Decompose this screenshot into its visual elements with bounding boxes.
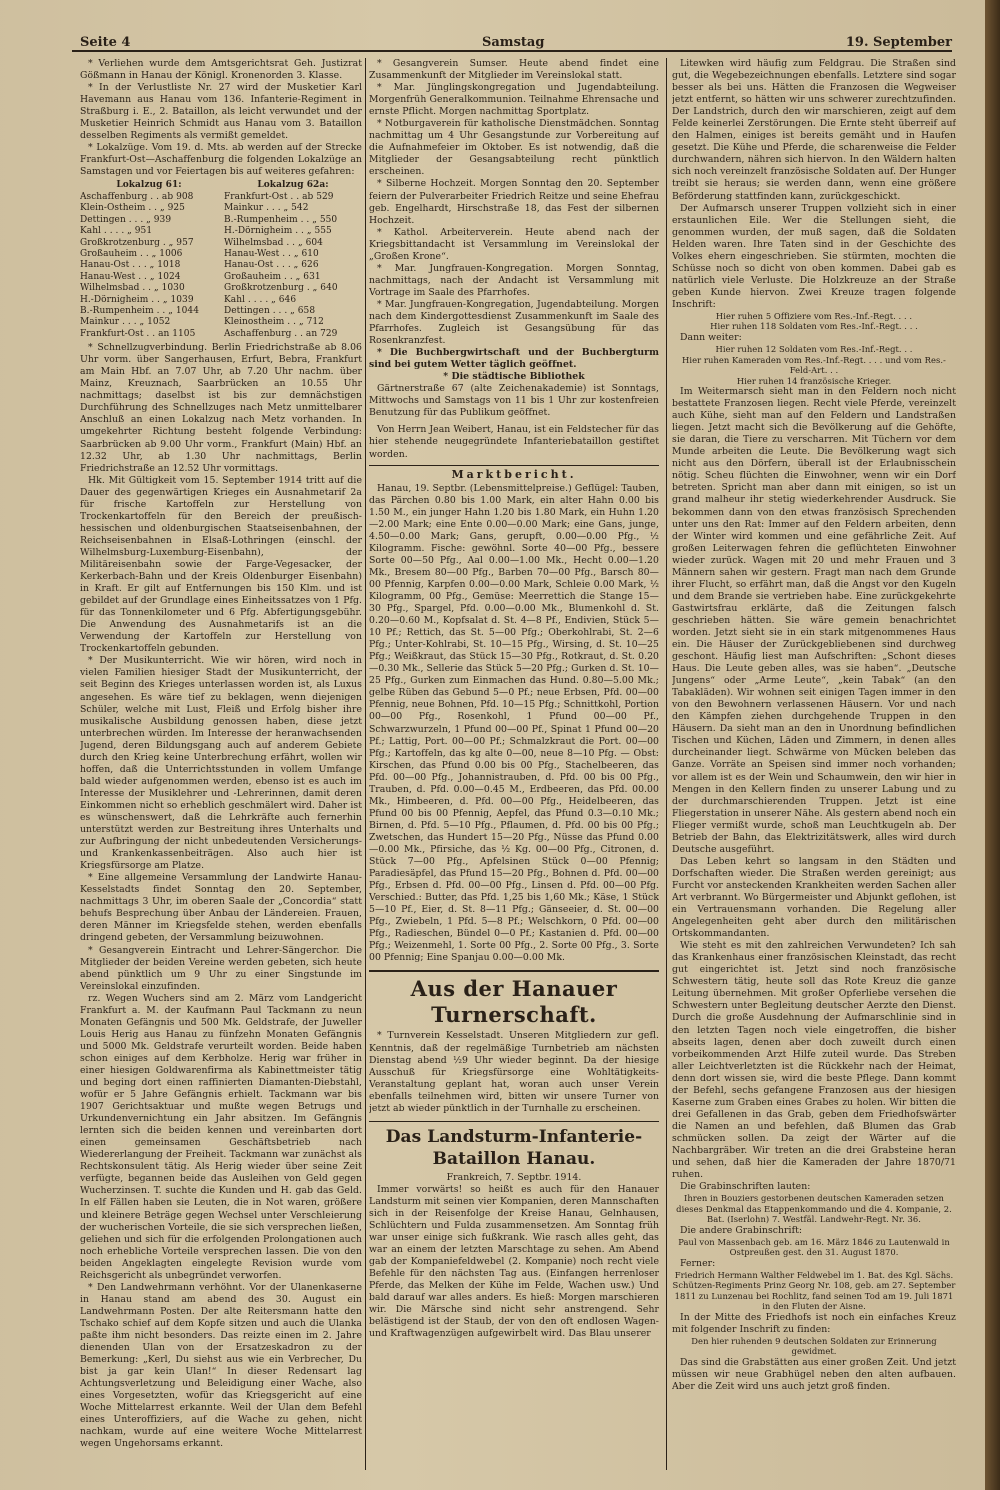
timetable-row: Hanau-Ost . . . „ 1018 (80, 260, 181, 271)
timetable-row: Frankfurt-Ost . . ab 529 (224, 191, 334, 202)
timetable-head: Lokalzug 61: (116, 180, 182, 191)
issue-date: 19. September (845, 35, 952, 50)
news-item: * Mar. Jungfrauen-Kongregation, Jugendabteilung. Morgen nach dem Kindergottesdienst Zusammenkunft im Saale des Pfarrhofes. Zugleich ist Gesangsübung für das Rosenkranzfest. (369, 298, 659, 347)
article-body: Wie steht es mit den zahlreichen Verwundeten? Ich sah das Krankenhaus einer französischen Kleinstadt, das recht gut eingerichtet ist. Jetzt sind noch französische Schwestern tätig, heute soll das Rote Kreuz die ganze Leitung übernehmen. Mit großer Opferliebe versehen die Schwestern unter Begleitung deutscher Aerzte den Dienst. Durch die große Ausdehnung der Aufmarschlinie sind in den letzten Tagen noch viele eingetroffen, die bisher abseits lagen, denen aber doch zuweilt durch einen vorbeikommenden Arzt Hilfe zuteil wurde. Das Streben aller Leichtverletzten ist die Rückkehr nach der Heimat, denn dort wissen sie, wird die beste Pflege. Dann kommt der Befehl, sechs gefangene Franzosen aus der hiesigen Kaserne zum Graben eines Grabes zu holen. Wir bitten die drei Gefallenen in das Grab, geben dem Friedhofswärter die Namen an und befehlen, daß Blumen das Grab schmücken sollen. Da zeigt der Wärter auf die Nachbargräber. Wir treten an die drei Grabsteine heran und sehen, daß hier die Kameraden der Jahre 1870/71 ruhen. (672, 940, 956, 1181)
timetable-row: B.-Rumpenheim . . „ 1044 (80, 305, 199, 316)
timetable-row: B.-Rumpenheim . . „ 550 (224, 214, 338, 225)
article-body: Immer vorwärts! so heißt es auch für den Hanauer Landsturm mit seinen vier Kompanien, deren Mannschaften sich in der Reisenfolge der Kreise Hanau, Gelnhausen, Schlüchtern und Fulda zusammensetzen. Am Sonntag früh war unser einige sich fußkrank. Wie rasch alles geht, das war an einem der letzten Marschtage zu sehen. Am Abend gab der Kompaniefeldwebel (2. Kompanie) noch recht viele Befehle für den nächsten Tag aus. (Einfangen herrenloser Pferde, das Melken der Kühe im Felde, Wachen usw.) Und bald darauf war alles anders. Es hieß: Morgen marschieren wir. Die Märsche sind nicht sehr anstrengend. Sehr belästigend ist der Staub, der von den oft endlosen Wagen- und Kraftwagenzügen aufgewirbelt wird. Das Blau unserer (369, 1183, 659, 1340)
grave-inscription: Ihren in Bouziers gestorbenen deutschen Kameraden setzen dieses Denkmal das Etappenkommando und die 4. Kompanie, 2. Bat. (Iserlohn) 7. Westfäl. Landwehr-Regt. Nr. 36. (676, 1193, 952, 1225)
news-item: Gärtnerstraße 67 (alte Zeichenakademie) ist Sonntags, Mittwochs und Samstags von 11 bis 1 Uhr zur kostenfreien Benutzung für das Publikum geöffnet. (369, 383, 659, 419)
article-body: Die andere Grabinschrift: (680, 1224, 803, 1236)
turner-section-title: Aus der Hanauer Turnerschaft. (369, 970, 659, 1028)
grave-inscription: Paul von Massenbach geb. am 16. März 1846 zu Lautenwald in Ostpreußen gest. den 31. August 1870. (678, 1236, 950, 1258)
news-item: * Den Landwehrmann verhöhnt. Vor der Ulanenkaserne in Hanau stand am abend des 30. August ein Landwehrmann Posten. Der alte Reitersmann hatte den Tschako schief auf dem Kopfe sitzen und auch die Ulanka paßte ihm nicht besonders. Das reizte einen im 2. Jahre dienenden Ulan von der Ersatzeskadron zu der Bemerkung: „Kerl, Du siehst aus wie ein Verbrecher, Du bist ja gar kein Ulan!“ In dieser Redensart lag Achtungsverletzung und Beleidigung einer Wache, also eines Vorgesetzten, wofür das Kriegsgericht auf eine Woche Mittelarrest erkannte. Weil der Ulan dem Befehl eines Unteroffiziers, auf die Wache zu gehen, nicht nachkam, wurde auf eine weitere Woche Mittelarrest wegen Ungehorsams erkannt. (80, 1281, 362, 1450)
news-item: * Schnellzugverbindung. Berlin Friedrichstraße ab 8.06 Uhr vorm. über Sangerhausen, Erfurt, Bebra, Frankfurt am Main Hbf. an 7.07 Uhr, ab 7.20 Uhr nachm. über Mainz, Kreuznach, Saarbrücken an 10.55 Uhr nachmittags; daselbst ist bis zur demnächstigen Durchführung des Schnellzuges nach Metz unmittelbarer Anschluß an einen Lokalzug nach Metz vorhanden. In umgekehrter Richtung besteht folgende Verbindung: Saarbrücken ab 9.00 Uhr vorm., Frankfurt (Main) Hbf. an 12.32 Uhr, ab 1.30 Uhr nachmittags, Berlin Friedrichstraße an 12.52 Uhr vormittags. (80, 342, 362, 474)
timetable-left (80, 192, 218, 340)
timetable-row: Aschaffenburg . . an 729 (224, 328, 338, 339)
article-body: Im Weitermarsch sieht man in den Feldern noch nicht bestattete Franzosen liegen. Recht viele Pferde, vereinzelt auch Kühe, sieht man auf den Feldern und Landstraßen liegen. Jetzt macht sich die Bevölkerung auf die Gehöfte, sie daran, die Tiere zu verscharren. Mit Tüchern vor dem Munde arbeiten die Leute. Die Bevölkerung wagt sich nicht aus den Dörfern, überall ist der Erlaubnisschein nötig. Scheu flüchten die Einwohner, wenn wir ein Dorf betreten. Spricht man aber dann mit einigen, so ist un grand malheur ihr stetig wiederkehrender Ausdruck. Sie bekommen dann von den etwas französisch Sprechenden unter uns den Rat: Immer auf den Feldern arbeiten, denn der Winter wird kommen und eine gefährliche Zeit. Auf großen Leiterwagen fehren die geflüchteten Einwohner wieder zurück. Wagen mit 20 und mehr Frauen und 3 Männern sahen wir gestern. Fragt man nach dem Grunde ihrer Flucht, so erfährt man, daß die Angst vor den Kugeln und dem Brande sie vertrieben habe. Eine zurückgekehrte Gastwirtsfrau erklärte, daß die Zeitungen falsch geschrieben hätten. Sie wäre gemein benachrichtet worden. Jetzt sieht sie in ein stark mitgenommenes Haus ein. Die Häuser der Zurückgebliebenen sind durchweg geschont. Häufig liest man Aufschriften: „Schont dieses Haus. Die Leute geben alles, was sie haben“. „Deutsche Jungens“ oder „Arme Leute“, „kein Tabak“ (an den Tabakläden). Wir wohnen seit einigen Tagen immer in den von den Bewohnern verlassenen Häusern. Vor und nach den Kämpfen ziehen durchgehende Truppen in den Häusern. Da sieht man an den in Unordnung befindlichen Tischen und Küchen, Läden und Zimmern, in denen alles durcheinander liegt. Schwärme von Mücken beleben das Ganze. Vorräte an Speisen sind immer noch vorhanden; vor allem ist es der Wein und Schaumwein, den wir hier in Mengen in den Kellern finden zu unserer Labung und zu der durchmarschierenden Truppen. Jetzt ist eine Fliegerstation in unserer Nähe. Als gestern abend noch ein Flieger vermißt wurde, schoß man Leuchtkugeln ab. Der Betrieb der Bahn, das Elektrizitätswerk, alles wird durch Deutsche ausgeführt. (672, 386, 956, 855)
timetable-row: H.-Dörnigheim . . „ 1039 (80, 294, 194, 305)
column-middle (369, 58, 659, 1490)
article-body: Litewken wird häufig zum Feldgrau. Die Straßen sind gut, die Wegebezeichnungen ebenfalls. Letztere sind sogar besser als bei uns. Hätten die Franzosen die Wegweiser jetzt entfernt, so hätten wir uns schwerer zurechtzufinden. Der Landstrich, durch den wir marschieren, zeigt auf dem Felde keinerlei Zerstörungen. Die Ernte steht überreif auf den Halmen, einiges ist bereits gemäht und in Haufen gesetzt. Die Kühe und Pferde, die scharenweise die Felder durchwandern, nähren sich hiervon. In den Wäldern halten sich noch vereinzelt französische Soldaten auf. Der Hunger treibt sie heraus; sie werden dann, wenn eine größere Beförderung stattfinden kann, zurückgeschickt. (672, 58, 956, 202)
timetable-row: Kahl . . . . „ 951 (80, 226, 153, 237)
timetable-row: Kleinostheim . . „ 712 (224, 317, 324, 328)
news-item: * Mar. Jünglingskongregation und Jugendabteilung. Morgenfrüh Generalkommunion. Teilnahme Ehrensache und ernste Pflicht. Morgen nachmittag Sportplatz. (369, 82, 659, 118)
news-item: * Turnverein Kesselstadt. Unseren Mitgliedern zur gefl. Kenntnis, daß der regelmäßige Turnbetrieb am nächsten Dienstag abend ½9 Uhr wieder beginnt. Da der hiesige Ausschuß für Kriegsfürsorge eine Wohltätigkeits-Veranstaltung geplant hat, woran auch unser Verein ebenfalls teilnehmen wird, bitten wir unsere Turner von jetzt ab wieder pünktlich in der Turnhalle zu erscheinen. (369, 1030, 659, 1114)
column-rule (666, 58, 667, 1470)
timetable-row: Wilhelmsbad . . „ 604 (224, 237, 323, 248)
timetable-row: H.-Dörnigheim . . „ 555 (224, 226, 332, 237)
column-left (80, 58, 362, 1490)
news-item: Hk. Mit Gültigkeit vom 15. September 1914 tritt auf die Dauer des gegenwärtigen Krieges ein Ausnahmetarif 2a für frische Kartoffeln zur Herstellung von Trockenkartoffeln für den Bereich der preußisch-hessischen und oldenburgischen Staatseisenbahnen, der Reichseisenbahnen in Elsaß-Lothringen (einschl. der Wilhelmsburg-Luxemburg-Eisenbahn), der Militäreisenbahn sowie der Farge-Vegesacker, der Kerkerbach-Bahn und der Kreis Oldenburger Eisenbahn) in Kraft. Er gilt auf Entfernungen bis 150 Klm. und ist gebildet auf der Grundlage eines Einheitssatzes von 1 Pfg. für das Tonnenkilometer und 6 Pfg. Abfertigungsgebühr. Die Anwendung des Ausnahmetarifs ist an die Verwendung der Kartoffeln zur Herstellung von Trockenkartoffeln gebunden. (80, 474, 362, 655)
news-item: * In der Verlustliste Nr. 27 wird der Musketier Karl Havemann aus Hanau vom 136. Infanterie-Regiment in Straßburg i. E., 2. Bataillon, als leicht verwundet und der Musketier Heinrich Schmidt aus Hanau vom 3. Bataillon desselben Regiments als vermißt gemeldet. (80, 82, 362, 142)
weekday: Samstag (482, 35, 545, 50)
news-item: * Verliehen wurde dem Amtsgerichtsrat Geh. Justizrat Gößmann in Hanau der Königl. Kronenorden 3. Klasse. (80, 58, 362, 82)
news-item: * Kathol. Arbeiterverein. Heute abend nach der Kriegsbittandacht ist Versammlung im Vereinslokal der „Großen Krone“. (369, 226, 659, 262)
news-item: * Gesangverein Eintracht und Lehrer-Sängerchor. Die Mitglieder der beiden Vereine werden gebeten, sich heute abend pünktlich um 9 Uhr zu einer Singstunde im Vereinslokal einzufinden. (80, 944, 362, 992)
article-body: Der Aufmarsch unserer Truppen vollzieht sich in einer erstaunlichen Eile. Wer die Stellungen sieht, die genommen wurden, der muß sagen, daß die Soldaten Helden waren. Ihre Taten sind in der Geschichte des Volkes ehern eingeschrieben. Sie stürmten, mochten die Schüsse noch so dicht von oben kommen. Dabei gab es natürlich viele Verluste. Die Holzkreuze an der Straße geben Kunde hiervon. Zwei Kreuze tragen folgende Inschrift: (672, 202, 956, 310)
news-item: * Der Musikunterricht. Wie wir hören, wird noch in vielen Familien hiesiger Stadt der Musikunterricht, der seit Beginn des Krieges unterlassen worden ist, als Luxus angesehen. Es wäre tief zu beklagen, wenn diejenigen Schüler, welche mit Lust, Fleiß und Erfolg bisher ihre musikalische Ausbildung genossen haben, diese jetzt unterbrechen würden. Im Interesse der heranwachsenden Jugend, deren Bildungsgang auch auf anderem Gebiete durch den Krieg keine Unterbrechung erfährt, wollen wir hoffen, daß die Unterrichtsstunden in vollem Umfange bald wieder aufgenommen werden, ebenso ist es auch im Interesse der Musiklehrer und -Lehrerinnen, damit deren Einkommen nicht so erheblich geschmälert wird. Daher ist es wünschenswert, daß die Lehrkräfte auch fernerhin unterstützt werden zur Bestreitung ihres Unterhalts und zur Aufbringung der nicht unbedeutenden Versicherungs- und Krankenkassenbeiträgen. Also auch hier ist Kriegsfürsorge am Platze. (80, 655, 362, 872)
page-header (72, 34, 952, 52)
timetable-row: Großkrotzenburg . „ 640 (224, 283, 338, 294)
column-right (672, 58, 956, 1490)
news-item: * Gesangverein Sumser. Heute abend findet eine Zusammenkunft der Mitglieder im Vereinslokal statt. (369, 58, 659, 82)
timetable-row: Großauheim . . „ 1006 (80, 248, 183, 259)
market-report-title: Marktbericht. (369, 465, 659, 481)
timetable-row: Großauheim . . „ 631 (224, 271, 321, 282)
timetable-row: Aschaffenburg . . ab 908 (80, 191, 194, 202)
timetable-row: Dettingen . . . „ 658 (224, 305, 316, 316)
article-body: In der Mitte des Friedhofs ist noch ein einfaches Kreuz mit folgender Inschrift zu finden: (672, 1311, 956, 1335)
inscription: Hier ruhen 12 Soldaten vom Res.-Inf.-Regt. . . (715, 344, 913, 355)
timetable-row: Hanau-West . . „ 610 (224, 248, 319, 259)
inscription: Hier ruhen 14 französische Krieger. (736, 375, 892, 386)
article-body: Die Grabinschriften lauten: (680, 1181, 811, 1193)
news-item: rz. Wegen Wuchers sind am 2. März vom Landgericht Frankfurt a. M. der Kaufmann Paul Tackmann zu neun Monaten Gefängnis und 500 Mk. Geldstrafe, der Juweller Louis Herig aus Hanau zu fünfzehn Monaten Gefängnis und 5000 Mk. Geldstrafe verurteilt worden. Beide haben schon einiges auf dem Kerbholze. Herig war früher in einer hiesigen Goldwarenfirma als Kabinettmeister tätig und beging dort einen raffinierten Diamanten-Diebstahl, wofür er 5 Jahre Gefängnis erhielt. Tackmann war bis 1907 Gerichtsaktuar und mußte wegen Betrugs und Urkundenvernichtung ein Jahr absitzen. Im Gefängnis lernten sich die beiden kennen und vereinbarten dort einen gemeinsamen Geschäftsbetrieb nach Wiedererlangung der Freiheit. Tackmann war zunächst als Rechtskonsulent tätig. Als Herig wieder über seine Zeit verfügte, begannen beide das Ausleihen von Geld gegen Wucherzinsen. T. suchte die Kunden und H. gab das Geld. In elf Fällen haben sie Leuten, die in Not waren, größere und kleinere Beträge gegen Wechsel unter Verschleierung der wucherischen Vorteile, die sie sich versprechen ließen, geliehen und sich für die erfolgenden Prolongationen auch noch erhebliche Vorteile versprechen lassen. Die von den beiden Angeklagten eingelegte Revision wurde vom Reichsgericht als unbegründet verworfen. (80, 992, 362, 1281)
market-report: Hanau, 19. Septbr. (Lebensmittelpreise.) Geflügel: Tauben, das Pärchen 0.80 bis 1.00 Mark, ein alter Hahn 0.00 bis 1.50 M., ein junger Hahn 1.20 bis 1.80 Mark, ein Huhn 1.20—2.00 Mark; eine Ente 0.00—0.00 Mark; eine Gans, junge, 4.50—0.00 Mark; Gans, gerupft, 0.00—0.00 Pfg., ½ Kilogramm. Fische: gewöhnl. Sorte 40—00 Pfg., bessere Sorte 00—50 Pfg., Aal 0.00—1.00 Mk., Hecht 0.00—1.20 Mk., Bresem 80—00 Pfg., Barben 70—00 Pfg., Barsch 80—00 Pfennig, Karpfen 0.00—0.00 Mark, Schleie 0.00 Mark, ½ Kilogramm, 00 Pfg., Gemüse: Meerrettich die Stange 15—30 Pfg., Spargel, Pfd. 0.00—0.00 Mk., Blumenkohl d. St. 0.20—0.60 M., Kopfsalat d. St. 4—8 Pf., Endivien, Stück 5—10 Pf.; Rettich, das St. 5—00 Pfg.; Oberkohlrabi, St. 2—6 Pfg.; Unter-Kohlrabi, St. 10—15 Pfg., Wirsing, d. St. 10—25 Pfg.; Weißkraut, das Stück 15—30 Pfg., Rotkraut, d. St. 0.20—0.30 Mk., Sellerie das Stück 5—20 Pfg.; Gurken d. St. 10—25 Pfg., Gurken zum Einmachen das Hund. 0.80—5.00 Mk.; gelbe Rüben das Gebund 5—0 Pf.; neue Erbsen, Pfd. 00—00 Pfennig, neue Bohnen, Pfd. 10—15 Pfg.; Schnittkohl, Portion 00—00 Pfg., Rosenkohl, 1 Pfund 00—00 Pf., Schwarzwurzeln, 1 Pfund 00—00 Pf., Spinat 1 Pfund 00—20 Pf.; Lattig, Port. 00—00 Pf.; Schmalzkraut die Port. 00—00 Pfg.; Kartoffeln, das kg alte 0—00, neue 8—10 Pfg. — Obst: Kirschen, das Pfund 0.00 bis 00 Pfg., Stachelbeeren, das Pfd. 00—00 Pfg., Johannistrauben, d. Pfd. 00 bis 00 Pfg., Trauben, d. Pfd. 0.00—0.45 M., Erdbeeren, das Pfd. 00.00 Mk., Himbeeren, d. Pfd. 00—00 Pfg., Heidelbeeren, das Pfund 00 bis 00 Pfennig, Aepfel, das Pfund 0.3—0.10 Mk.; Birnen, d. Pfd. 5—10 Pfg., Pflaumen, d. Pfd. 00 bis 00 Pfg.; Zwetschen, das Hundert 15—20 Pfg., Nüsse das Pfund 0.00—0.00 Mk., Pfirsiche, das ½ Kg. 00—00 Pfg., Citronen, d. Stück 7—00 Pfg., Apfelsinen Stück 0—00 Pfennig; Paradiesäpfel, das Pfund 15—20 Pfg., Bohnen d. Pfd. 00—00 Pfg., Erbsen d. Pfd. 00—00 Pfg., Linsen d. Pfd. 00—00 Pfg. Verschied.: Butter, das Pfd. 1,25 bis 1,60 Mk.; Käse, 1 Stück 5—10 Pf., Eier, d. St. 8—11 Pfg.; Gänseeier, d. St. 00—00 Pfg., Zwiebeln, 1 Pfd. 5—8 Pf.; Welschkorn, 0 Pfd. 00—00 Pfg., Radieschen, Bündel 0—0 Pf.; Kastanien d. Pfd. 00—00 Pfg.; Weizenmehl, 1. Sorte 00 Pfg., 2. Sorte 00 Pfg., 3. Sorte 00 Pfennig; Eine Spanjau 0.00—0.00 Mk. (369, 482, 659, 964)
article-body: Dann weiter: (680, 331, 742, 343)
grave-inscription: Friedrich Hermann Walther Feldwebel im 1. Bat. des Kgl. Sächs. Schützen-Regiments Prinz Georg Nr. 108, geb. am 27. September 1811 zu Lunzenau bei Rochlitz, fand seinen Tod am 19. Juli 1871 in den Fluten der Aisne. (672, 1269, 956, 1312)
timetable-row: Dettingen . . . „ 939 (80, 214, 172, 225)
news-item: * Lokalzüge. Vom 19. d. Mts. ab werden auf der Strecke Frankfurt-Ost—Aschaffenburg die folgenden Lokalzüge an Samstagen und vor Feiertagen bis auf weiteres gefahren: (80, 142, 362, 178)
news-item: * Die Buchbergwirtschaft und der Buchbergturm sind bei gutem Wetter täglich geöffnet. (369, 347, 659, 371)
dateline: Frankreich, 7. Septbr. 1914. (446, 1171, 582, 1183)
timetable-row: Hanau-Ost . . . „ 626 (224, 260, 319, 271)
inscription: Hier ruhen 5 Offiziere vom Res.-Inf.-Regt. . . . (715, 310, 913, 321)
timetable-head: Lokalzug 62a: (257, 180, 329, 191)
news-item: * Silberne Hochzeit. Morgen Sonntag den 20. September feiern der Pulverarbeiter Friedrich Reitze und seine Ehefrau geb. Engelhardt, Hirschstraße 18, das Fest der silbernen Hochzeit. (369, 178, 659, 226)
article-body: Ferner: (680, 1257, 716, 1269)
column-rule (365, 58, 366, 1470)
article-body: Das Leben kehrt so langsam in den Städten und Dorfschaften wieder. Die Straßen werden gereinigt; aus Furcht vor ansteckenden Krankheiten werden Sachen aller Art verbrannt. Wo Bürgermeister und Abjunkt geflohen, ist ein Vertrauensmann vorhanden. Die Regelung aller Angelegenheiten geht aber durch den militärischen Ortskommandanten. (672, 855, 956, 940)
timetable-row: Frankfurt-Ost . . an 1105 (80, 328, 196, 339)
news-item: Von Herrn Jean Weibert, Hanau, ist ein Feldstecher für das hier stehende neugegründete Infanteriebataillon gestiftet worden. (369, 424, 659, 460)
landsturm-title: Das Landsturm-Infanterie-Bataillon Hanau. (369, 1121, 659, 1170)
timetable-row: Mainkur . . . „ 542 (224, 203, 309, 214)
timetable-row: Klein-Ostheim . . „ 925 (80, 203, 185, 214)
timetable-row: Kahl . . . . „ 646 (224, 294, 297, 305)
page-number: Seite 4 (80, 35, 131, 50)
news-item: * Notburgaverein für katholische Dienstmädchen. Sonntag nachmittag um 4 Uhr Gesangstunde zur Vorbereitung auf die Aufnahmefeier im Oktober. Es ist notwendig, daß die Mitglieder der Gesangsabteilung recht pünktlich erscheinen. (369, 118, 659, 178)
inscription: Hier ruhen 118 Soldaten vom Res.-Inf.-Regt. . . . (710, 321, 918, 332)
article-body: Das sind die Grabstätten aus einer großen Zeit. Und jetzt müssen wir neue Grabhügel neben den alten aufbauen. Aber die Zeit wird uns auch jetzt groß finden. (672, 1356, 956, 1392)
timetable-row: Hanau-West . . „ 1024 (80, 271, 181, 282)
timetable (80, 180, 362, 340)
page-edge (985, 0, 1000, 1490)
timetable-row: Wilhelmsbad . . „ 1030 (80, 283, 185, 294)
timetable-right (224, 192, 362, 340)
news-item: * Mar. Jungfrauen-Kongregation. Morgen Sonntag, nachmittags, nach der Andacht ist Versammlung mit Vortrage im Saale des Pfarrhofes. (369, 262, 659, 298)
inscription: Hier ruhen Kameraden vom Res.-Inf.-Regt. . . . und vom Res.-Feld-Art. . . (682, 354, 946, 376)
news-item: * Eine allgemeine Versammlung der Landwirte Hanau-Kesselstadts findet Sonntag den 20. September, nachmittags 3 Uhr, im oberen Saale der „Concordia“ statt behufs Besprechung über Anbau der Ländereien. Frauen, deren Männer im Kriegsfelde stehen, werden ebenfalls dringend gebeten, der Versammlung beizuwohnen. (80, 872, 362, 944)
library-heading: * Die städtische Bibliothek (443, 371, 585, 383)
timetable-row: Großkrotzenburg . „ 957 (80, 237, 194, 248)
grave-inscription: Den hier ruhenden 9 deutschen Soldaten zur Erinnerung gewidmet. (691, 1335, 937, 1357)
timetable-row: Mainkur . . . „ 1052 (80, 317, 171, 328)
